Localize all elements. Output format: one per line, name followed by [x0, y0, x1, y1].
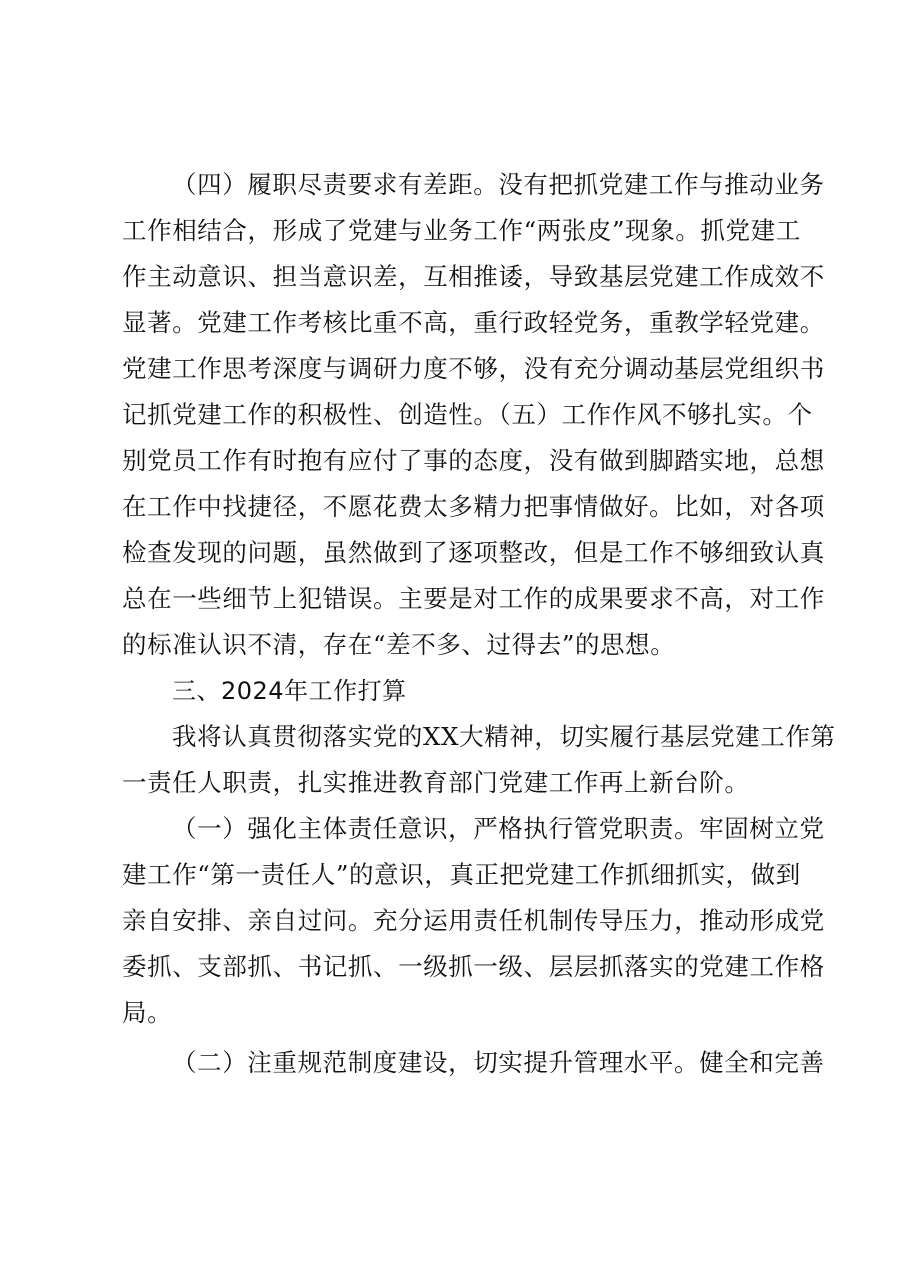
paragraph-line: （二）注重规范制度建设，切实提升管理水平。健全和完善 — [172, 1048, 825, 1077]
paragraph-line: （四）履职尽责要求有差距。没有把抓党建工作与推动业务 — [172, 170, 825, 199]
paragraph-line: 局。 — [122, 998, 173, 1027]
paragraph-line: （一）强化主体责任意识，严格执行管党职责。牢固树立党 — [172, 814, 825, 843]
paragraph-line: 显著。党建工作考核比重不高，重行政轻党务，重教学轻党建。 — [122, 308, 825, 337]
paragraph-line: 总在一些细节上犯错误。主要是对工作的成果要求不高，对工作 — [122, 584, 825, 613]
paragraph-line: 检查发现的问题，虽然做到了逐项整改，但是工作不够细致认真 — [122, 538, 825, 567]
paragraph-line: 亲自安排、亲自过问。充分运用责任机制传导压力，推动形成党 — [122, 906, 825, 935]
paragraph-line: 我将认真贯彻落实党的XX大精神，切实履行基层党建工作第 — [172, 722, 836, 751]
paragraph-line: 记抓党建工作的积极性、创造性。（五）工作作风不够扎实。个 — [122, 400, 813, 429]
paragraph-line: 党建工作思考深度与调研力度不够，没有充分调动基层党组织书 — [122, 354, 825, 383]
paragraph-line: 别党员工作有时抱有应付了事的态度，没有做到脚踏实地，总想 — [122, 446, 825, 475]
section-heading: 三、2024年工作打算 — [172, 677, 407, 705]
paragraph-line: 的标准认识不清，存在“差不多、过得去”的思想。 — [122, 630, 676, 659]
paragraph-line: 在工作中找捷径，不愿花费太多精力把事情做好。比如，对各项 — [122, 492, 825, 521]
paragraph-line: 一责任人职责，扎实推进教育部门党建工作再上新台阶。 — [122, 768, 750, 797]
paragraph-line: 建工作“第一责任人”的意识，真正把党建工作抓细抓实，做到 — [122, 860, 801, 889]
paragraph-line: 作主动意识、担当意识差，互相推诿，导致基层党建工作成效不 — [122, 262, 825, 291]
paragraph-line: 委抓、支部抓、书记抓、一级抓一级、层层抓落实的党建工作格 — [122, 952, 825, 981]
paragraph-line: 工作相结合，形成了党建与业务工作“两张皮”现象。抓党建工 — [122, 216, 801, 245]
